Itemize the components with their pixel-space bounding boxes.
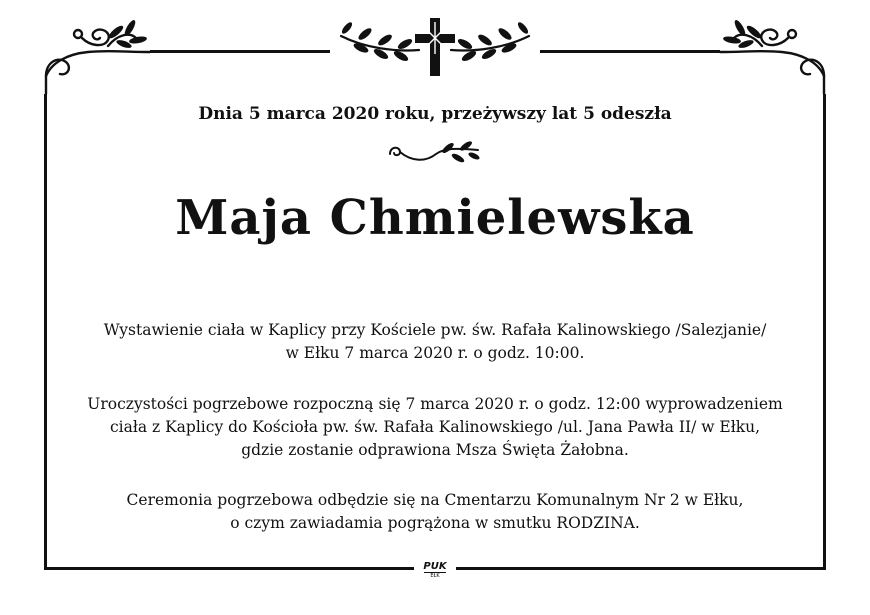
paragraph-line: o czym zawiadamia pogrążona w smutku RODZINA. <box>230 514 640 532</box>
intro-line: Dnia 5 marca 2020 roku, przeżywszy lat 5 odeszła <box>198 104 672 124</box>
paragraph-line: w Ełku 7 marca 2020 r. o godz. 10:00. <box>285 344 585 362</box>
paragraph-line: Wystawienie ciała w Kaplicy przy Kościele pw. św. Rafała Kalinowskiego /Salezjanie/ <box>103 321 767 339</box>
funeral-paragraph <box>60 393 810 462</box>
leaf-flourish-icon <box>386 140 482 168</box>
deceased-name: Maja Chmielewska <box>175 190 695 246</box>
cemetery-paragraph <box>60 489 810 535</box>
cross-with-laurel-icon <box>335 14 535 80</box>
company-logo <box>414 562 456 580</box>
paragraph-line: Uroczystości pogrzebowe rozpoczną się 7 marca 2020 r. o godz. 12:00 wyprowadzeniem <box>87 395 783 413</box>
logo-text: PUK <box>423 561 447 572</box>
paragraph-line: Ceremonia pogrzebowa odbędzie się na Cmentarzu Komunalnym Nr 2 w Ełku, <box>126 491 744 509</box>
logo-subtext: EŁK <box>424 572 446 579</box>
paragraph-line: gdzie zostanie odprawiona Msza Święta Żałobna. <box>241 441 629 459</box>
paragraph-line: ciała z Kaplicy do Kościoła pw. św. Rafała Kalinowskiego /ul. Jana Pawła II/ w Ełku, <box>109 418 761 436</box>
floral-scroll-icon <box>716 18 832 98</box>
top-border-right <box>540 50 720 53</box>
top-border-left <box>150 50 330 53</box>
floral-scroll-icon <box>38 18 154 98</box>
viewing-paragraph <box>60 319 810 365</box>
